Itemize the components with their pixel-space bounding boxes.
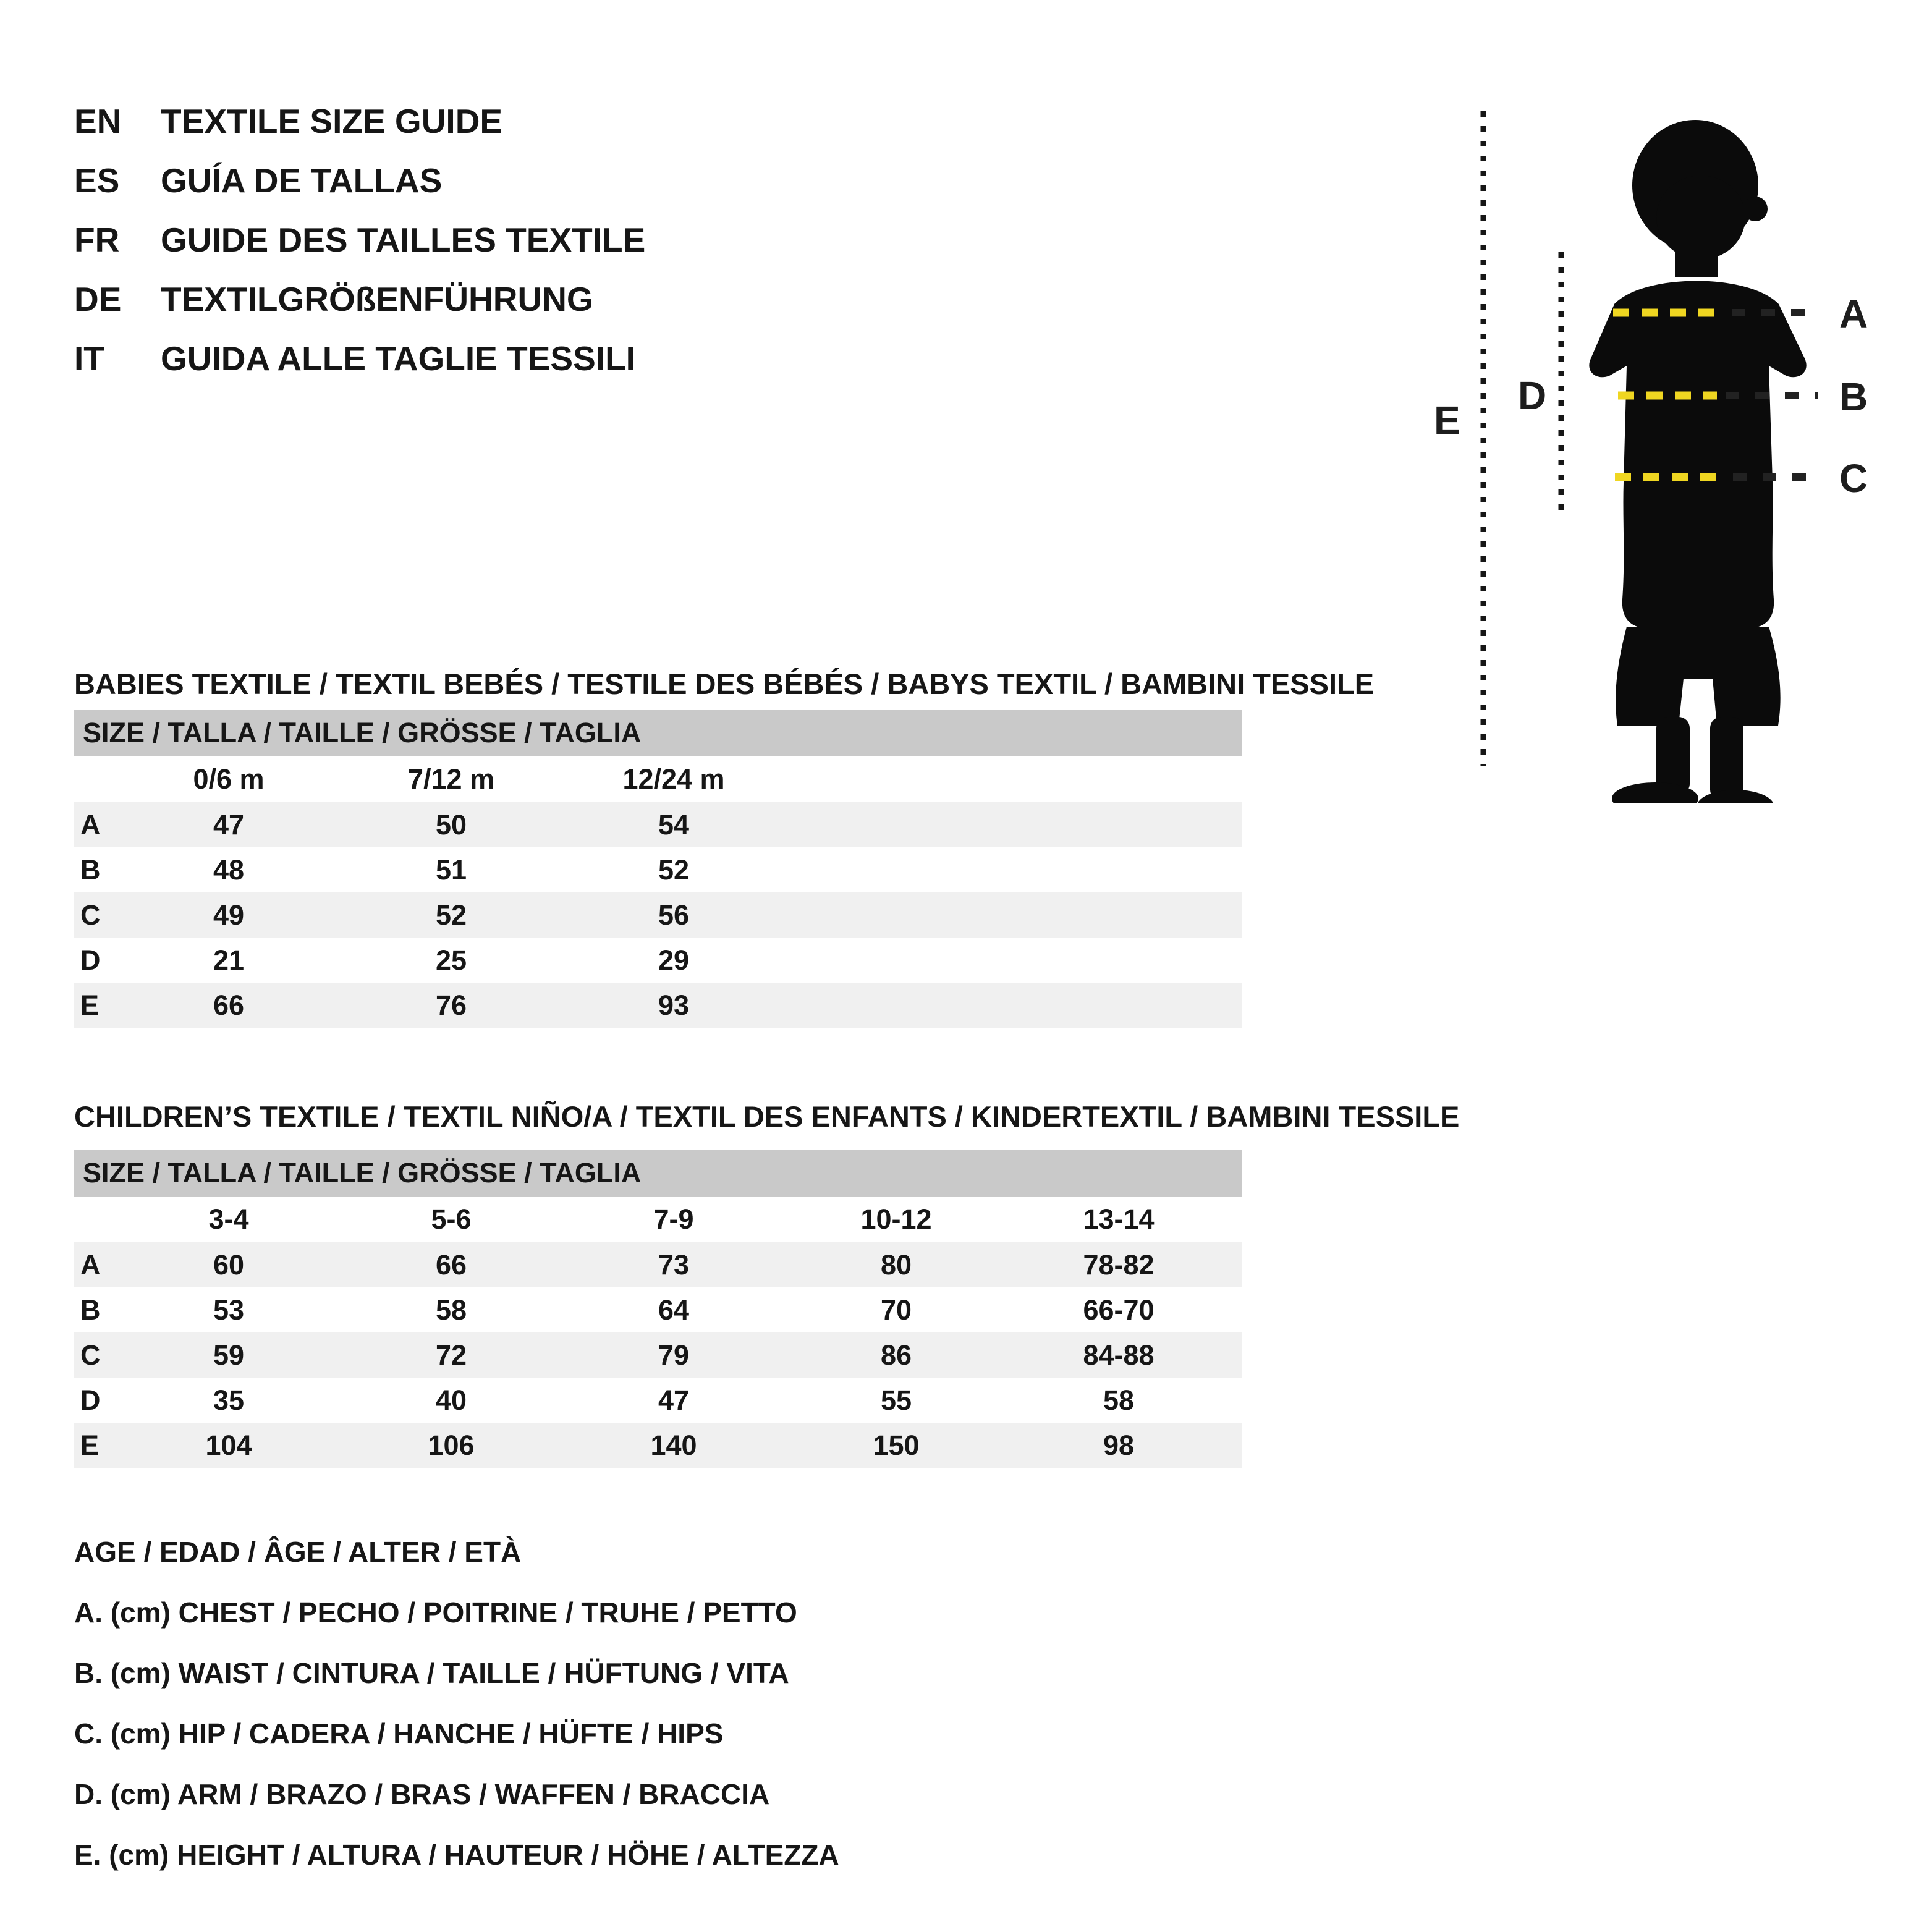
row-label: A: [80, 808, 101, 841]
cell: 48: [213, 854, 245, 886]
measure-label-c: C: [1839, 456, 1868, 501]
table-row-c: [74, 1332, 1242, 1378]
cell: 52: [435, 899, 467, 931]
legend-waist: B. (cm) WAIST / CINTURA / TAILLE / HÜFTUNG / VITA: [74, 1657, 789, 1689]
cell: 29: [658, 944, 690, 976]
babies-col-12-24m: 12/24 m: [622, 763, 725, 795]
guide-title-it: GUIDA ALLE TAGLIE TESSILI: [161, 339, 635, 378]
measurement-legend: [74, 1522, 839, 1885]
language-title-list: [74, 91, 645, 388]
cell: 58: [1103, 1384, 1135, 1416]
language-row-de: [74, 269, 645, 329]
cell: 86: [880, 1339, 912, 1371]
child-silhouette: [1589, 120, 1806, 803]
babies-section-title: BABIES TEXTILE / TEXTIL BEBÉS / TESTILE DES BÉBÉS / BABYS TEXTIL / BAMBINI TESSILE: [74, 667, 1375, 700]
legend-height: E. (cm) HEIGHT / ALTURA / HAUTEUR / HÖHE / ALTEZZA: [74, 1839, 839, 1871]
children-col-13-14: 13-14: [1083, 1203, 1155, 1235]
row-label: D: [80, 1384, 101, 1416]
cell: 78-82: [1083, 1248, 1155, 1281]
cell: 51: [435, 854, 467, 886]
row-label: A: [80, 1248, 101, 1281]
table-row-b: [74, 1287, 1242, 1332]
cell: 47: [213, 808, 245, 841]
measure-label-a: A: [1839, 292, 1868, 336]
cell: 98: [1103, 1429, 1135, 1461]
babies-table-rows: [74, 802, 1242, 1028]
row-label: E: [80, 989, 100, 1021]
row-label: B: [80, 854, 101, 886]
legend-age: AGE / EDAD / ÂGE / ALTER / ETÀ: [74, 1536, 522, 1568]
language-row-en: [74, 91, 645, 151]
cell: 60: [213, 1248, 245, 1281]
language-row-es: [74, 151, 645, 210]
language-row-fr: [74, 210, 645, 269]
guide-title-fr: GUIDE DES TAILLES TEXTILE: [161, 221, 646, 259]
children-col-3-4: 3-4: [208, 1203, 249, 1235]
legend-hip: C. (cm) HIP / CADERA / HANCHE / HÜFTE / HIPS: [74, 1718, 724, 1750]
cell: 35: [213, 1384, 245, 1416]
babies-col-7-12m: 7/12 m: [407, 763, 495, 795]
cell: 64: [658, 1294, 690, 1326]
cell: 25: [435, 944, 467, 976]
cell: 50: [435, 808, 467, 841]
children-column-header-row: [74, 1197, 1242, 1242]
cell: 73: [658, 1248, 690, 1281]
cell: 106: [428, 1429, 475, 1461]
cell: 54: [658, 808, 690, 841]
babies-col-0-6m: 0/6 m: [193, 763, 265, 795]
legend-arm: D. (cm) ARM / BRAZO / BRAS / WAFFEN / BRACCIA: [74, 1778, 770, 1810]
guide-title-es: GUÍA DE TALLAS: [161, 161, 443, 200]
cell: 47: [658, 1384, 690, 1416]
row-label: B: [80, 1294, 101, 1326]
cell: 76: [435, 989, 467, 1021]
language-row-it: [74, 329, 645, 388]
cell: 72: [435, 1339, 467, 1371]
children-section-title: CHILDREN’S TEXTILE / TEXTIL NIÑO/A / TEXTIL DES ENFANTS / KINDERTEXTIL / BAMBINI TESSILE: [74, 1100, 1460, 1133]
cell: 66: [213, 989, 245, 1021]
cell: 58: [435, 1294, 467, 1326]
table-row-d: [74, 1378, 1242, 1423]
language-code: DE: [74, 280, 122, 318]
row-label: C: [80, 1339, 101, 1371]
cell: 21: [213, 944, 245, 976]
row-label: C: [80, 899, 101, 931]
cell: 66: [435, 1248, 467, 1281]
babies-size-header-bar: SIZE / TALLA / TAILLE / GRÖSSE / TAGLIA: [74, 710, 1242, 756]
row-label: D: [80, 944, 101, 976]
cell: 70: [880, 1294, 912, 1326]
cell: 55: [880, 1384, 912, 1416]
child-silhouette-figure: [1409, 87, 1932, 803]
cell: 49: [213, 899, 245, 931]
cell: 59: [213, 1339, 245, 1371]
table-row-a: [74, 802, 1242, 847]
cell: 66-70: [1083, 1294, 1155, 1326]
cell: 150: [873, 1429, 920, 1461]
children-col-10-12: 10-12: [860, 1203, 932, 1235]
table-row-c: [74, 892, 1242, 938]
table-row-b: [74, 847, 1242, 892]
guide-title-en: TEXTILE SIZE GUIDE: [161, 102, 503, 140]
babies-column-header-row: [74, 756, 1242, 802]
measurement-diagram: [1409, 87, 1932, 803]
language-code: IT: [74, 339, 104, 378]
children-table-rows: [74, 1242, 1242, 1468]
table-row-d: [74, 938, 1242, 983]
cell: 80: [880, 1248, 912, 1281]
children-size-header-bar: SIZE / TALLA / TAILLE / GRÖSSE / TAGLIA: [74, 1150, 1242, 1197]
table-row-a: [74, 1242, 1242, 1287]
cell: 53: [213, 1294, 245, 1326]
cell: 140: [650, 1429, 697, 1461]
children-col-7-9: 7-9: [653, 1203, 694, 1235]
cell: 40: [435, 1384, 467, 1416]
row-label: E: [80, 1429, 100, 1461]
children-size-table: [74, 1150, 1242, 1468]
cell: 84-88: [1083, 1339, 1155, 1371]
cell: 52: [658, 854, 690, 886]
measure-label-e: E: [1434, 398, 1460, 443]
table-row-e: [74, 983, 1242, 1028]
language-code: ES: [74, 161, 120, 200]
cell: 104: [205, 1429, 252, 1461]
language-code: FR: [74, 221, 120, 259]
cell: 79: [658, 1339, 690, 1371]
language-code: EN: [74, 102, 122, 140]
measure-label-d: D: [1518, 373, 1547, 418]
table-row-e: [74, 1423, 1242, 1468]
children-col-5-6: 5-6: [431, 1203, 472, 1235]
guide-title-de: TEXTILGRÖßENFÜHRUNG: [161, 280, 593, 318]
cell: 56: [658, 899, 690, 931]
cell: 93: [658, 989, 690, 1021]
legend-chest: A. (cm) CHEST / PECHO / POITRINE / TRUHE / PETTO: [74, 1596, 797, 1629]
measure-label-b: B: [1839, 375, 1868, 419]
babies-size-table: [74, 710, 1242, 1028]
